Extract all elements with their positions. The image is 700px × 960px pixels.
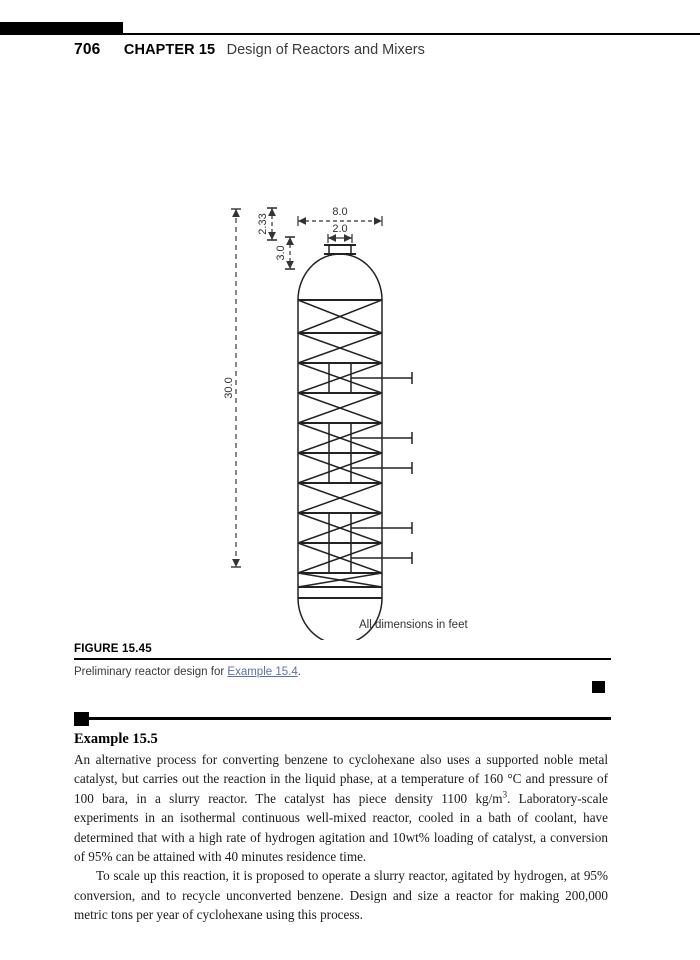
dimension-label-section-height: 3.0: [275, 245, 287, 261]
paragraph-1-part-a: An alternative process for converting benzene to cyclohexane also uses a supported noble metal catalyst, but carries out the reaction in the liquid phase, at a temperature of 160 °C and pressure of 100 bara, in a slurry reactor. The catalyst has piece density 1100 kg/m: [74, 752, 608, 806]
chapter-label: CHAPTER 15: [123, 42, 216, 58]
figure-15-45: [0, 95, 700, 640]
figure-caption-block: [74, 643, 611, 680]
page-number: 706: [74, 41, 101, 58]
dimension-label-bed-spacing: 2.33: [257, 213, 269, 235]
example-heading: Example 15.5: [74, 731, 158, 747]
dimension-label-overall-width: 8.0: [332, 206, 348, 218]
figure-caption-rule: [74, 658, 611, 660]
example-rule-line: [89, 717, 611, 720]
caption-crossref-link[interactable]: Example 15.4: [227, 665, 298, 678]
end-of-example-marker: [592, 681, 605, 693]
dimension-bed-spacing: [257, 208, 277, 240]
header-black-block: [0, 22, 123, 35]
reactor-vessel: [298, 245, 412, 640]
dimension-label-nozzle-width: 2.0: [332, 223, 348, 235]
figure-caption-text: [74, 664, 611, 680]
chapter-title: Design of Reactors and Mixers: [226, 42, 425, 58]
paragraph-2: To scale up this reaction, it is proposed to operate a slurry reactor, agitated by hydrogen, at 95% conversion, and to recycle unconverted benzene. Design and size a reactor for making 200,000 metric tons per year of cyclohexane using this process.: [74, 868, 608, 923]
figure-label: FIGURE 15.45: [74, 643, 152, 655]
vessel-top-head: [298, 254, 382, 300]
dimension-label-overall-height: 30.0: [223, 377, 235, 399]
dimension-nozzle-width: [328, 223, 352, 243]
example-section-rule: [74, 712, 611, 726]
header-text-row: [74, 41, 425, 59]
paragraph-1-part-b: . Laboratory-scale experiments in an isothermal continuous well-mixed reactor, cooled in a bath of coolant, have determined that with a high rate of hydrogen agitation and 10wt% loading of catalyst, a conversion of 95% can be attained with 40 minutes residence time.: [74, 790, 608, 865]
figure-note: All dimensions in feet: [359, 619, 468, 631]
caption-prefix: Preliminary reactor design for: [74, 665, 228, 678]
paragraph-1: [74, 750, 608, 866]
paragraph-1-superscript: 3: [502, 789, 508, 800]
caption-suffix: .: [297, 665, 301, 678]
top-nozzle: [324, 245, 356, 254]
example-body-copy: [74, 750, 608, 925]
example-rule-square: [74, 712, 89, 726]
dimension-section-height: [275, 237, 295, 269]
dimension-overall-height: [223, 209, 241, 567]
reactor-diagram: [0, 95, 700, 640]
header-rule: [123, 33, 700, 35]
